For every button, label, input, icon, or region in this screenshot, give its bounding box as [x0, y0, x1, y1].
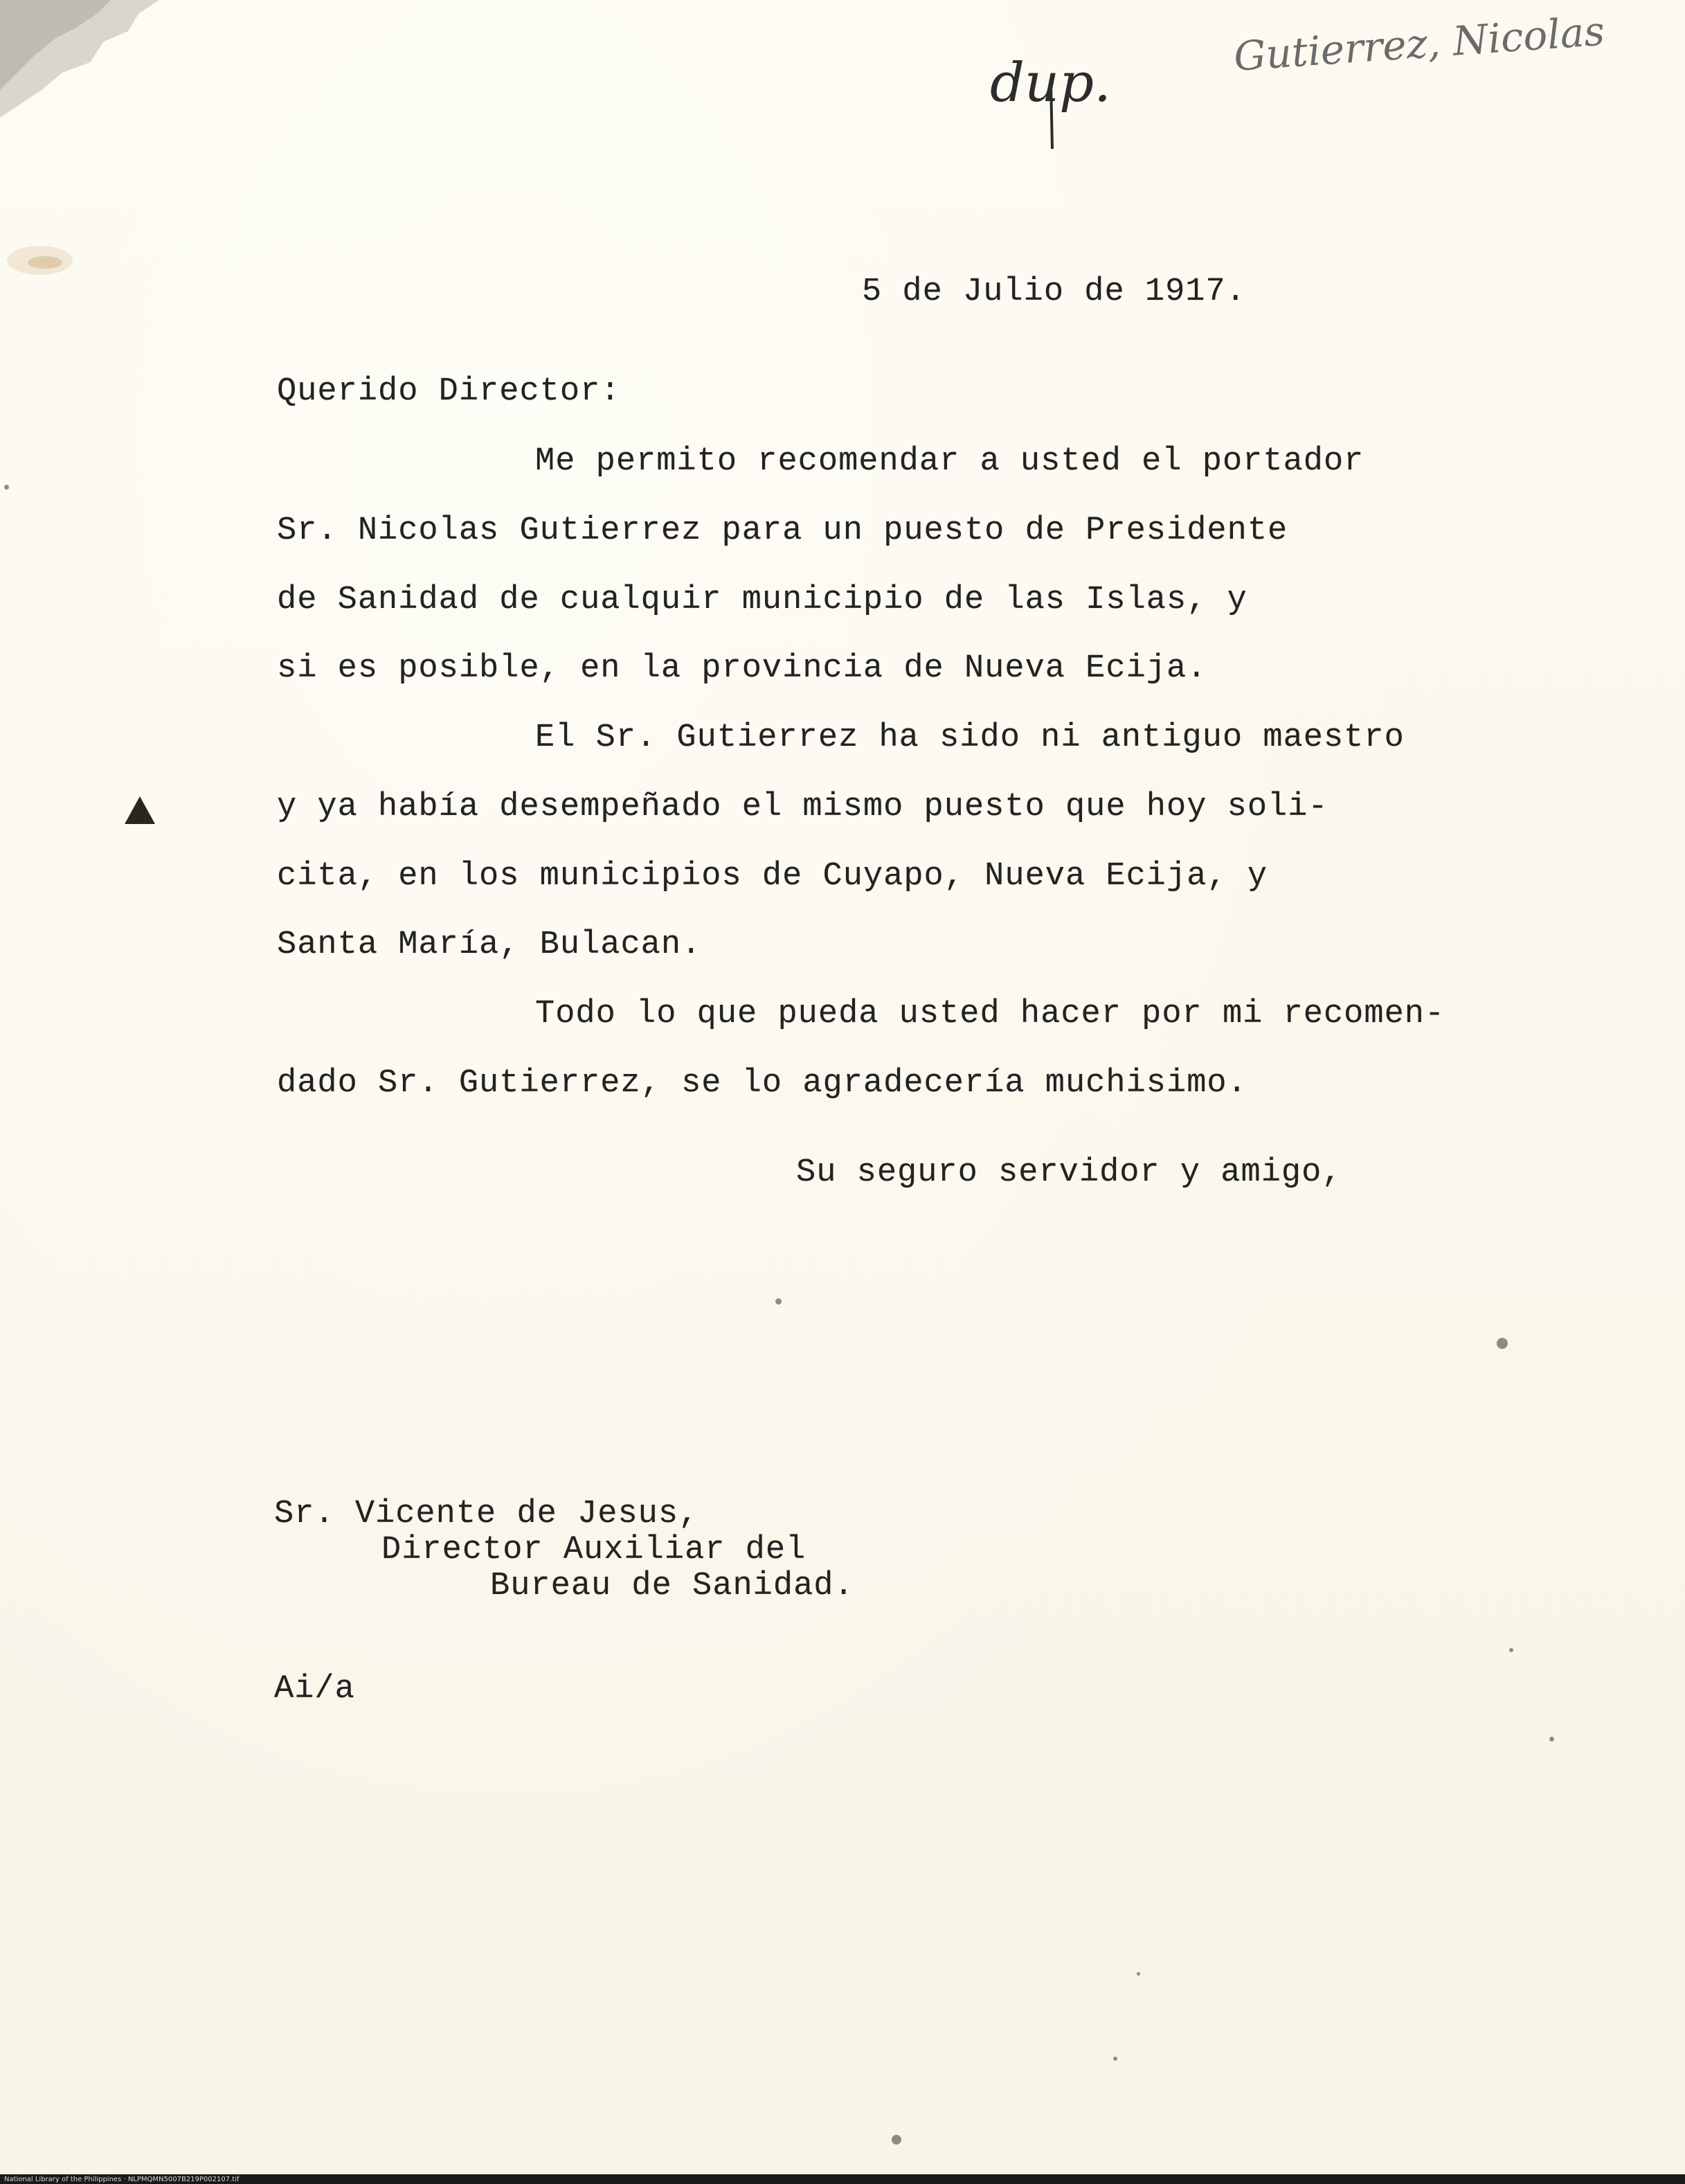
- letter-salutation: Querido Director:: [277, 373, 621, 410]
- letter-line: Me permito recomendar a usted el portador: [535, 443, 1364, 480]
- letter-line: Sr. Nicolas Gutierrez para un puesto de Presidente: [277, 512, 1288, 549]
- recipient-office: Bureau de Sanidad.: [490, 1568, 854, 1604]
- recipient-name: Sr. Vicente de Jesus,: [274, 1496, 699, 1532]
- speck: [775, 1298, 782, 1305]
- letter-line: de Sanidad de cualquir municipio de las Islas, y: [277, 582, 1247, 618]
- handwritten-stroke: [1045, 83, 1059, 152]
- speck: [1113, 2057, 1117, 2061]
- speck: [4, 485, 9, 490]
- speck: [892, 2135, 901, 2145]
- letter-line: si es posible, en la provincia de Nueva Ecija.: [277, 650, 1207, 687]
- letter-line: cita, en los municipios de Cuyapo, Nueva Ecija, y: [277, 858, 1268, 895]
- ink-blot: [125, 796, 155, 824]
- letter-closing: Su seguro servidor y amigo,: [796, 1154, 1342, 1191]
- torn-corner: [0, 0, 159, 118]
- stain-mark: [28, 256, 62, 269]
- typist-initials: Ai/a: [274, 1671, 355, 1708]
- scan-footer-strip: [0, 2174, 1685, 2184]
- recipient-title: Director Auxiliar del: [381, 1532, 807, 1568]
- handwritten-dup-mark: dup.: [990, 52, 1111, 114]
- speck: [1549, 1737, 1554, 1742]
- letter-date: 5 de Julio de 1917.: [862, 274, 1246, 310]
- letter-line: Santa María, Bulacan.: [277, 927, 702, 963]
- handwritten-name-annotation: Gutierrez, Nicolas: [1232, 7, 1607, 80]
- letter-line: El Sr. Gutierrez ha sido ni antiguo maestro: [535, 719, 1405, 756]
- speck: [1497, 1338, 1508, 1349]
- letter-line: Todo lo que pueda usted hacer por mi recomen-: [535, 996, 1445, 1032]
- letter-line: y ya había desempeñado el mismo puesto que hoy soli-: [277, 789, 1328, 825]
- speck: [1137, 1972, 1140, 1976]
- letter-line: dado Sr. Gutierrez, se lo agradecería muchisimo.: [277, 1065, 1247, 1102]
- speck: [1509, 1648, 1513, 1652]
- scan-footer-text: National Library of the Philippines · NLPMQMN5007B219P002107.tif: [4, 2176, 240, 2183]
